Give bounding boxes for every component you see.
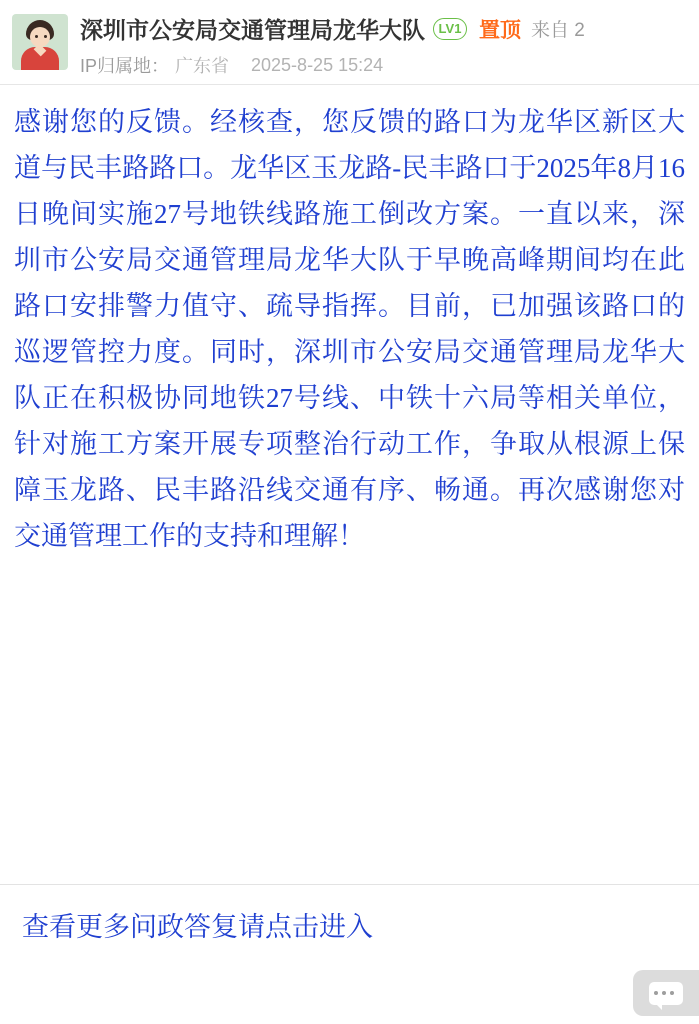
post-body-text: 感谢您的反馈。经核查，您反馈的路口为龙华区新区大道与民丰路路口。龙华区玉龙路-民丰路口于2025年8月16日晚间实施27号地铁线路施工倒改方案。一直以来，深圳市公安局交通管理局龙华大队于早晚高峰期间均在此路口安排警力值守、疏导指挥。目前，已加强该路口的巡逻管控力度。同时，深圳市公安局交通管理局龙华大队正在积极协同地铁27号线、中铁十六局等相关单位，针对施工方案开展专项整治行动工作，争取从根源上保障玉龙路、民丰路沿线交通有序、畅通。再次感谢您对交通管理工作的支持和理解！ <box>14 107 685 551</box>
post-header <box>0 0 699 84</box>
avatar-eye-right <box>44 35 47 38</box>
post-author-row <box>80 12 689 45</box>
post-body <box>0 85 699 559</box>
more-replies-label: 查看更多问政答复请点击进入 <box>22 911 373 942</box>
post-header-text <box>80 12 689 78</box>
comment-bubble-shape <box>649 982 683 1005</box>
comment-bubble-icon[interactable] <box>633 970 699 1016</box>
pinned-badge: 置顶 <box>479 18 521 42</box>
avatar-eye-left <box>35 35 38 38</box>
post-source-label: 来自 2 <box>531 20 585 41</box>
post-meta-row <box>80 52 689 78</box>
ip-location-value: 广东省 <box>175 56 230 76</box>
user-level-badge: LV1 <box>433 18 467 40</box>
post-author-name[interactable]: 深圳市公安局交通管理局龙华大队 <box>80 17 425 43</box>
post-timestamp: 2025-8-25 15:24 <box>251 54 384 75</box>
user-avatar-icon[interactable] <box>12 14 68 70</box>
more-replies-link[interactable] <box>0 885 699 963</box>
comment-bubble-dots <box>654 991 674 995</box>
ip-location-label: IP归属地： <box>80 56 170 76</box>
